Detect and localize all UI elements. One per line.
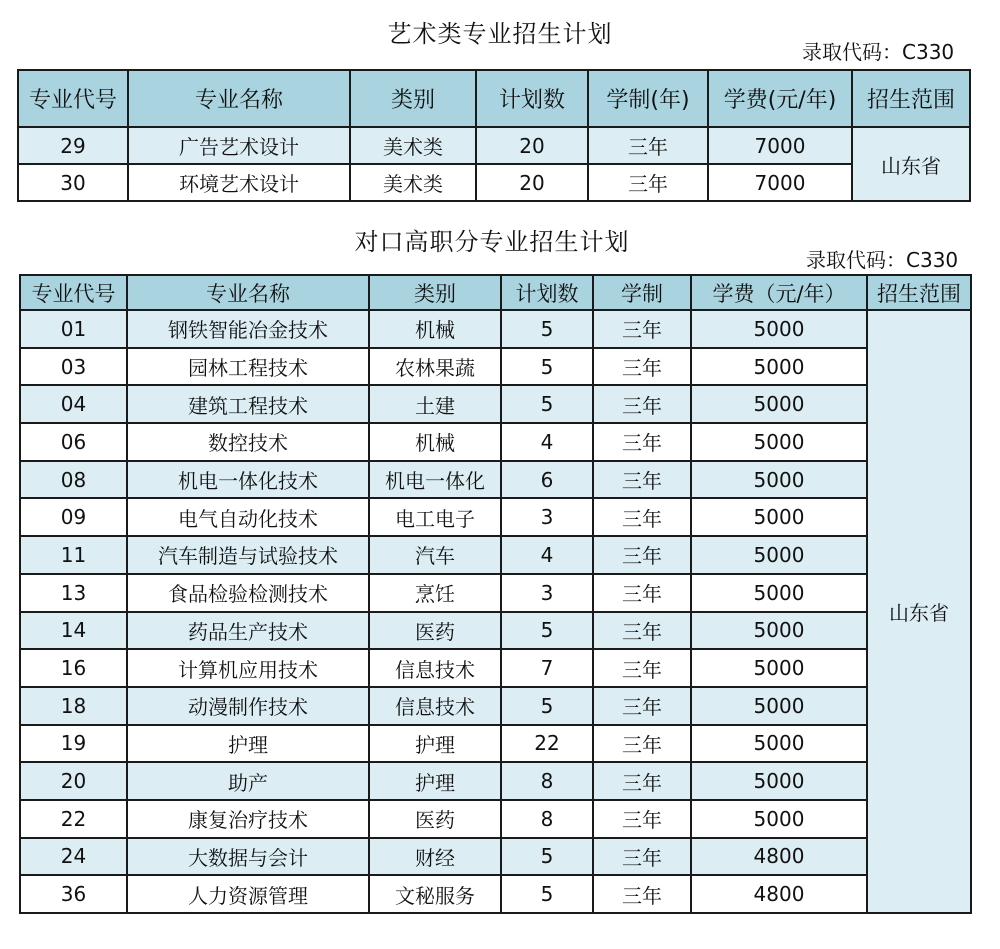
table-row [20, 385, 971, 423]
major-code: 20 [20, 762, 127, 800]
art-header-cell: 专业代号 [18, 70, 128, 127]
major-code: 06 [20, 423, 127, 461]
study-length: 三年 [593, 498, 691, 536]
tuition-fee: 5000 [691, 800, 867, 838]
major-category: 电工电子 [369, 498, 501, 536]
major-name: 钢铁智能冶金技术 [127, 310, 369, 348]
major-name: 康复治疗技术 [127, 800, 369, 838]
major-name: 建筑工程技术 [127, 385, 369, 423]
vocational-header-cell: 学费（元/年） [691, 275, 867, 310]
major-name: 食品检验检测技术 [127, 574, 369, 612]
plan-count: 22 [501, 725, 593, 763]
major-code: 11 [20, 536, 127, 574]
enrollment-scope: 山东省 [852, 127, 970, 201]
table-row [20, 687, 971, 725]
major-name: 环境艺术设计 [128, 164, 350, 201]
major-name: 动漫制作技术 [127, 687, 369, 725]
major-name: 电气自动化技术 [127, 498, 369, 536]
tuition-fee: 7000 [708, 164, 852, 201]
table-row [20, 838, 971, 876]
art-header-cell: 招生范围 [852, 70, 970, 127]
major-category: 土建 [369, 385, 501, 423]
major-category: 护理 [369, 725, 501, 763]
major-name: 护理 [127, 725, 369, 763]
major-category: 美术类 [350, 164, 476, 201]
tuition-fee: 5000 [691, 687, 867, 725]
major-code: 24 [20, 838, 127, 876]
major-code: 09 [20, 498, 127, 536]
major-name: 汽车制造与试验技术 [127, 536, 369, 574]
major-category: 烹饪 [369, 574, 501, 612]
plan-count: 20 [476, 164, 588, 201]
vocational-plan-table [19, 274, 972, 914]
major-code: 29 [18, 127, 128, 164]
enrollment-scope: 山东省 [867, 310, 971, 913]
table-row [20, 725, 971, 763]
study-length: 三年 [593, 423, 691, 461]
table-row [20, 574, 971, 612]
tuition-fee: 4800 [691, 838, 867, 876]
tuition-fee: 5000 [691, 461, 867, 499]
study-length: 三年 [593, 838, 691, 876]
art-plan-table [17, 69, 971, 202]
study-length: 三年 [593, 687, 691, 725]
study-length: 三年 [593, 612, 691, 650]
art-header-cell: 计划数 [476, 70, 588, 127]
major-name: 药品生产技术 [127, 612, 369, 650]
study-length: 三年 [593, 875, 691, 913]
vocational-header-cell: 招生范围 [867, 275, 971, 310]
major-code: 01 [20, 310, 127, 348]
plan-count: 3 [501, 498, 593, 536]
major-category: 机电一体化 [369, 461, 501, 499]
major-code: 14 [20, 612, 127, 650]
study-length: 三年 [593, 348, 691, 386]
major-code: 36 [20, 875, 127, 913]
plan-count: 8 [501, 800, 593, 838]
tuition-fee: 5000 [691, 385, 867, 423]
art-header-cell: 学费(元/年) [708, 70, 852, 127]
tuition-fee: 5000 [691, 348, 867, 386]
major-category: 医药 [369, 800, 501, 838]
table-row [20, 800, 971, 838]
plan-count: 4 [501, 536, 593, 574]
tuition-fee: 5000 [691, 498, 867, 536]
major-name: 园林工程技术 [127, 348, 369, 386]
table-row [20, 875, 971, 913]
table-row [20, 498, 971, 536]
major-code: 22 [20, 800, 127, 838]
major-category: 护理 [369, 762, 501, 800]
major-code: 03 [20, 348, 127, 386]
plan-count: 20 [476, 127, 588, 164]
tuition-fee: 7000 [708, 127, 852, 164]
major-category: 文秘服务 [369, 875, 501, 913]
plan-count: 8 [501, 762, 593, 800]
vocational-header-cell: 计划数 [501, 275, 593, 310]
table-row [20, 762, 971, 800]
major-name: 广告艺术设计 [128, 127, 350, 164]
table-row [20, 348, 971, 386]
major-category: 汽车 [369, 536, 501, 574]
study-length: 三年 [593, 385, 691, 423]
tuition-fee: 5000 [691, 310, 867, 348]
vocational-header-cell: 专业代号 [20, 275, 127, 310]
study-length: 三年 [593, 762, 691, 800]
art-header-cell: 专业名称 [128, 70, 350, 127]
study-length: 三年 [588, 164, 708, 201]
major-name: 机电一体化技术 [127, 461, 369, 499]
plan-count: 5 [501, 612, 593, 650]
major-category: 机械 [369, 310, 501, 348]
tuition-fee: 5000 [691, 649, 867, 687]
tuition-fee: 5000 [691, 423, 867, 461]
study-length: 三年 [593, 536, 691, 574]
study-length: 三年 [593, 649, 691, 687]
major-code: 16 [20, 649, 127, 687]
major-code: 30 [18, 164, 128, 201]
tuition-fee: 5000 [691, 574, 867, 612]
plan-count: 5 [501, 310, 593, 348]
major-code: 18 [20, 687, 127, 725]
table-row [18, 164, 970, 201]
tuition-fee: 5000 [691, 536, 867, 574]
major-category: 医药 [369, 612, 501, 650]
major-category: 财经 [369, 838, 501, 876]
table-row [20, 612, 971, 650]
vocational-header-row [20, 275, 971, 310]
plan-count: 5 [501, 687, 593, 725]
vocational-header-cell: 专业名称 [127, 275, 369, 310]
major-code: 04 [20, 385, 127, 423]
tuition-fee: 5000 [691, 725, 867, 763]
vocational-admission-code: 录取代码：C330 [806, 248, 959, 272]
table-row [18, 127, 970, 164]
art-header-cell: 类别 [350, 70, 476, 127]
study-length: 三年 [593, 800, 691, 838]
major-name: 大数据与会计 [127, 838, 369, 876]
study-length: 三年 [593, 574, 691, 612]
major-code: 13 [20, 574, 127, 612]
art-header-row [18, 70, 970, 127]
vocational-header-cell: 类别 [369, 275, 501, 310]
art-admission-code: 录取代码：C330 [802, 40, 955, 64]
art-plan-title: 艺术类专业招生计划 [387, 20, 613, 48]
major-category: 机械 [369, 423, 501, 461]
major-name: 数控技术 [127, 423, 369, 461]
art-header-cell: 学制(年) [588, 70, 708, 127]
major-category: 农林果蔬 [369, 348, 501, 386]
table-row [20, 536, 971, 574]
plan-count: 5 [501, 838, 593, 876]
plan-count: 7 [501, 649, 593, 687]
table-row [20, 649, 971, 687]
study-length: 三年 [593, 310, 691, 348]
plan-count: 5 [501, 385, 593, 423]
plan-count: 3 [501, 574, 593, 612]
plan-count: 4 [501, 423, 593, 461]
major-category: 信息技术 [369, 687, 501, 725]
plan-count: 6 [501, 461, 593, 499]
study-length: 三年 [593, 725, 691, 763]
plan-count: 5 [501, 348, 593, 386]
plan-count: 5 [501, 875, 593, 913]
study-length: 三年 [593, 461, 691, 499]
major-name: 助产 [127, 762, 369, 800]
major-category: 美术类 [350, 127, 476, 164]
major-code: 08 [20, 461, 127, 499]
vocational-plan-title: 对口高职分专业招生计划 [354, 228, 630, 256]
vocational-header-cell: 学制 [593, 275, 691, 310]
tuition-fee: 5000 [691, 612, 867, 650]
major-category: 信息技术 [369, 649, 501, 687]
table-row [20, 423, 971, 461]
tuition-fee: 4800 [691, 875, 867, 913]
major-name: 计算机应用技术 [127, 649, 369, 687]
tuition-fee: 5000 [691, 762, 867, 800]
major-name: 人力资源管理 [127, 875, 369, 913]
major-code: 19 [20, 725, 127, 763]
study-length: 三年 [588, 127, 708, 164]
table-row [20, 310, 971, 348]
table-row [20, 461, 971, 499]
